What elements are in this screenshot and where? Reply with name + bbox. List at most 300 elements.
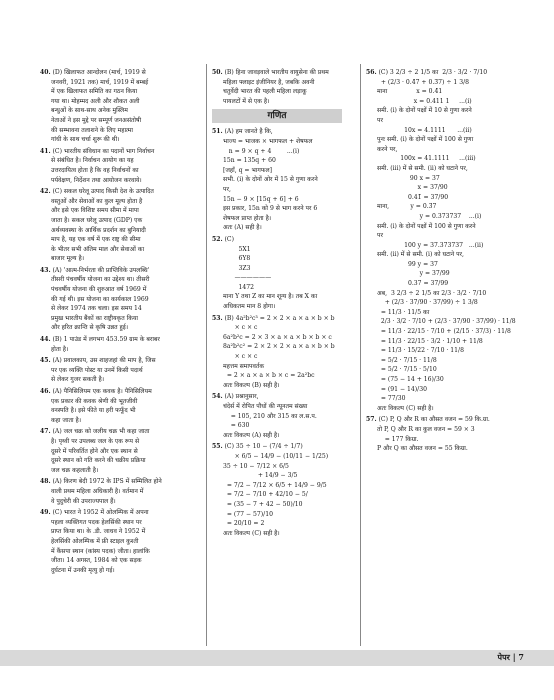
answer-text: x = 37/90	[377, 184, 448, 192]
answer-text: तीसरी पंचवर्षीय योजना का उद्देश्य था। तीसरी	[51, 276, 150, 284]
answer-line	[212, 156, 342, 166]
answer-text: शेषफल प्राप्त होता है।	[223, 214, 272, 222]
answer-line	[40, 527, 200, 537]
answer-text: चंदेर्स में रोपित पौधों की न्यूनतम संख्या	[223, 403, 308, 410]
answer-line	[212, 137, 342, 147]
answer-line	[40, 356, 200, 366]
answer-line	[40, 166, 200, 176]
answer-text: होता है।	[51, 345, 69, 353]
answers-column-3	[366, 68, 518, 456]
answer-text: अब, 3 2/3 ÷ 2 1/5 का 2/3 · 3/2 · 7/10	[377, 289, 487, 297]
answer-text: समी. (i) के दोनों पक्षों में 10 से गुणा करने	[377, 107, 472, 115]
answer-text: गांधी के साथ चर्चा शुरू की थी।	[51, 136, 120, 144]
answer-line	[212, 204, 342, 214]
answer-line	[366, 394, 518, 404]
question-number: 56.	[366, 69, 377, 76]
answer-line	[366, 97, 518, 107]
answer-line	[40, 206, 200, 216]
answer-text: अतः विकल्प (C) सही है।	[223, 529, 280, 537]
question-number: 41.	[40, 147, 51, 155]
answer-line	[212, 510, 342, 520]
answer-line	[366, 425, 518, 435]
answer-text: पर एक व्यक्ति पोस्ट या उनमें किसी पदार्थ	[51, 366, 143, 374]
answer-line	[40, 366, 200, 376]
answer-line	[366, 154, 518, 164]
answer-text: बाजार मूल्य है।	[51, 255, 85, 263]
answer-line	[366, 222, 518, 232]
answer-text: 100 y = 37.373737 ...(ii)	[377, 241, 484, 249]
answer-line	[366, 174, 518, 184]
answer-line	[366, 356, 518, 366]
answer-line	[40, 245, 200, 255]
answer-line	[366, 308, 518, 318]
answer-line	[40, 466, 200, 476]
answer-text: में कैंसपा स्थान (कांस्य पदक) जीता। हालांकि	[51, 547, 150, 555]
answer-line	[366, 337, 518, 347]
answer-line	[366, 183, 518, 193]
answer-text: जीता। 14 अगस्त, 1984 को एक सड़क	[51, 557, 142, 565]
answer-line	[40, 116, 200, 126]
answer-list	[212, 127, 342, 538]
answer-line	[40, 156, 200, 166]
answer-block	[366, 415, 518, 453]
question-number: 46.	[40, 388, 51, 395]
question-number: 50.	[212, 69, 223, 76]
answer-text: P और Q का औसत वजन = 55 किग्रा.	[377, 445, 468, 453]
answer-line	[366, 289, 518, 299]
answer-line	[212, 302, 342, 312]
answers-column-2	[212, 68, 342, 540]
answer-line	[40, 508, 200, 518]
answer-text: x = 0.411 1 ...(i)	[377, 97, 472, 105]
answer-text: वे पुदुचेरी की उपराज्यपाल हैं।	[51, 497, 116, 505]
answer-text: = (91 − 14)/30	[377, 385, 427, 393]
column-rule	[360, 64, 361, 646]
answer-block	[40, 387, 200, 425]
answer-line	[40, 427, 200, 437]
answer-text: की सम्भावना तलाशने के लिए महात्मा	[51, 126, 133, 134]
answer-text: वाली प्रथम महिला अधिकारी है। वर्तमान में	[51, 487, 144, 495]
answer-text: = (77 − 57)/10	[223, 510, 273, 518]
answer-text: 90 x = 37	[377, 174, 440, 182]
answer-text: = 11/3 · 11/5 का	[377, 308, 430, 316]
answer-text: पर,	[223, 185, 231, 193]
answer-line	[40, 387, 200, 397]
answer-line	[366, 327, 518, 337]
answer-text: (C)	[224, 235, 234, 243]
answer-line	[212, 421, 342, 431]
answer-text: = 2 × a × a × b × c = 2a²bc	[223, 372, 315, 380]
answer-line	[212, 175, 342, 185]
answer-line	[212, 402, 342, 412]
answer-block	[212, 68, 342, 106]
answer-text: = 105, 210 और 315 का ल.स.प.	[223, 412, 317, 420]
answer-text: (C) P, Q और R का औसत वजन = 59 कि.ग्रा.	[378, 416, 490, 424]
answer-text: और इसे एक विशिष्ट समय सीमा में मापा	[51, 207, 139, 215]
answer-line	[366, 241, 518, 251]
answer-text: जनवरी, 1921 तक) मार्च, 1919 में बम्बई	[51, 78, 149, 86]
answer-line	[40, 87, 200, 97]
answer-text: माना x = 0.4̄1	[377, 88, 443, 96]
answer-text: = 7/2 − 7/10 + 42/10 − 5/	[223, 491, 308, 499]
answer-text: = 5/2 · 7/15 · 11/8	[377, 356, 437, 364]
answer-line	[40, 566, 200, 576]
answer-line	[366, 116, 518, 126]
question-number: 43.	[40, 266, 51, 274]
answer-line	[212, 314, 342, 324]
answer-text: 100x = 41.1111 ...(iii)	[377, 155, 476, 163]
answer-text: 6Y8	[223, 255, 251, 263]
question-number: 47.	[40, 428, 51, 436]
answer-block	[366, 68, 518, 413]
answer-line	[366, 231, 518, 241]
answer-block	[40, 335, 200, 354]
answer-line	[40, 477, 200, 487]
answer-text: भाज्य = भाजक × भागफल + शेषफल	[223, 137, 313, 145]
answer-block	[40, 68, 200, 145]
answer-text: (D) खिलाफत आन्दोलन (मार्च, 1919 से	[52, 69, 146, 76]
answer-line	[212, 87, 342, 97]
answer-line	[40, 197, 200, 207]
answer-text: 6a²b²c = 2 × 3 × a × a × b × b × c	[223, 333, 332, 341]
answer-line	[366, 135, 518, 145]
answer-text: बन्धुओं के साथ-साथ अनेक मुस्लिम	[51, 107, 128, 115]
answer-text: + (2/3 · 37/90 · 37/99) ÷ 1 3/8	[377, 299, 478, 307]
answer-text: गया था। मोहम्मद अली और शौकत अली	[51, 97, 140, 105]
answer-line	[40, 216, 200, 226]
answer-text: (A) प्रश्नानुसार,	[224, 393, 259, 401]
answer-line	[40, 447, 200, 457]
answer-line	[40, 335, 200, 345]
page-number: 7	[518, 652, 524, 662]
answer-line	[212, 195, 342, 205]
answer-text: माप है, यह एक वर्ष में एक राष्ट्र की सीमा	[51, 236, 141, 244]
answer-block	[212, 235, 342, 312]
answer-line	[40, 78, 200, 88]
answer-line	[212, 254, 342, 264]
answer-line	[366, 269, 518, 279]
answer-line	[212, 392, 342, 402]
answer-text: उत्तरदायित्व होता है कि वह निर्वाचनों का	[51, 166, 139, 174]
answer-text: अतः (A) सही है।	[223, 224, 262, 232]
answer-line	[366, 298, 518, 308]
answer-line	[212, 362, 342, 372]
answers-column-1	[40, 68, 200, 577]
answer-line	[40, 254, 200, 264]
answer-line	[212, 264, 342, 274]
question-number: 53.	[212, 314, 223, 322]
answer-block	[40, 477, 200, 506]
answer-text: (A) हम जानते है कि,	[224, 128, 273, 136]
answer-line	[366, 365, 518, 375]
answer-text: (C) भारत ने 1952 में ओलम्पिक में अपना	[52, 509, 149, 517]
answer-text: सभी. (i) के दोनों ओर में 15 से गुणा करने	[223, 176, 318, 184]
question-number: 45.	[40, 357, 51, 365]
answer-line	[212, 490, 342, 500]
answer-text: वस्तुओं और सेवाओं का कुल मूल्य होता है	[51, 197, 143, 205]
answer-line	[366, 68, 518, 78]
answer-text: = 11/3 · 22/15 · 3/2 · 1/10 + 11/8	[377, 337, 483, 345]
answer-line	[366, 415, 518, 425]
answer-block	[212, 127, 342, 233]
answer-line	[40, 147, 200, 157]
answer-text: = 11/3 · 22/15 · 7/10 + (2/15 · 37/3) · 11/8	[377, 328, 511, 336]
answer-text: से लेकर 1974 तक चला। इस समय 14	[51, 305, 142, 313]
answer-line	[366, 212, 518, 222]
answer-text: 0.37̄ = 37/99	[377, 280, 449, 288]
answer-line	[212, 431, 342, 441]
answer-block	[40, 266, 200, 333]
answer-line	[212, 452, 342, 462]
answer-text: × 6/5 − 14/9 − (10/11 − 1/25)	[223, 452, 329, 460]
answer-text: = (35 − 7 + 42 − 50)/10	[223, 500, 303, 508]
answer-line	[212, 323, 342, 333]
answer-text: दूसरे में परिवर्तित होने और एक स्थान से	[51, 447, 138, 455]
answer-block	[212, 442, 342, 538]
answer-text: पुनः समी. (i) के दोनों पक्षों में 100 से गुणा	[377, 136, 474, 144]
section-title: गणित	[212, 109, 342, 123]
answer-text: वनस्पति है। इसे फीते या हरी फफूँद भी	[51, 407, 136, 415]
page-footer	[498, 652, 524, 663]
answer-text: (A) प्रवालकाय, उस शाहजहां की माप है, जिस	[52, 357, 156, 365]
answer-text: इस प्रकार, 15n को 9 से भाग करने पर 6	[223, 205, 318, 213]
answer-line	[212, 442, 342, 452]
answer-text: ——————	[223, 274, 272, 282]
answer-text: (A) 'आत्म-निर्भरता की प्राप्तिविके उपलब्धि'	[52, 266, 150, 274]
question-number: 51.	[212, 128, 223, 136]
answer-line	[40, 537, 200, 547]
answer-line	[212, 273, 342, 283]
answer-line	[40, 547, 200, 557]
answer-text: = (75 − 14 + 16)/30	[377, 376, 444, 383]
answer-line	[212, 342, 342, 352]
answer-text: पायलटों में से एक है।	[223, 97, 270, 105]
answer-block	[40, 427, 200, 475]
answer-text: अतः विकल्प (B) सही है।	[223, 381, 280, 389]
page-footer-band	[0, 650, 554, 666]
answer-text: माना Y तथा Z का मान शून्य है। तब X का	[223, 293, 318, 301]
answer-block	[40, 187, 200, 264]
answer-line	[366, 78, 518, 88]
answer-text: जाता है। सकल घरेलू उत्पाद (GDP) एक	[51, 216, 143, 224]
question-number: 54.	[212, 393, 223, 401]
answer-block	[212, 68, 342, 106]
answer-text: महत्तम समापवर्तक	[223, 362, 265, 370]
answer-text: प्राप्त किया था। के .डी. जाधव ने 1952 में	[51, 528, 146, 536]
answer-text: दुर्घटना में उनकी मृत्यु हो गई।	[51, 566, 115, 574]
answer-line	[40, 235, 200, 245]
answer-line	[40, 304, 200, 314]
question-number: 52.	[212, 235, 223, 243]
answer-text: (A) जल चक्र को जलीय चक्र भी कहा जाता	[52, 428, 150, 436]
answer-line	[366, 375, 518, 385]
answer-text: = 7/2 − 7/12 × 6/5 + 14/9 − 9/5	[223, 481, 327, 489]
answer-text: y = 37/99	[377, 270, 450, 278]
question-number: 40.	[40, 69, 51, 76]
answer-line	[366, 435, 518, 445]
answer-line	[212, 500, 342, 510]
answer-line	[212, 185, 342, 195]
answer-text: 15n − 9 × [15q + 6] + 6	[223, 195, 299, 203]
answer-line	[40, 314, 200, 324]
answer-line	[212, 412, 342, 422]
answer-line	[212, 283, 342, 293]
answer-line	[212, 292, 342, 302]
answer-text: 10x = 4.1111 ...(ii)	[377, 126, 472, 134]
answer-text: पर्यवेक्षण, निर्देशन तथा आयोजन करवाये।	[51, 176, 142, 184]
column-rule	[206, 64, 207, 646]
answer-line	[212, 147, 342, 157]
answer-text: पंचवर्षीय योजना की शुरुआत वर्ष 1969 में	[51, 286, 147, 294]
answer-line	[212, 127, 342, 137]
answer-line	[212, 471, 342, 481]
answer-line	[212, 245, 342, 255]
answer-text: से लेकर गुजर सकती है।	[51, 376, 105, 384]
answer-text: (B) 4a²b²c³ = 2 × 2 × a × a × b × b	[224, 314, 335, 322]
answer-line	[366, 279, 518, 289]
question-number: 42.	[40, 188, 51, 196]
answer-line	[212, 68, 342, 78]
answer-text: अतः विकल्प (A) सही है।	[223, 431, 280, 439]
answer-line	[212, 166, 342, 176]
answer-line	[212, 519, 342, 529]
answer-line	[40, 497, 200, 507]
answer-text: समी. (ii) में से समी. (i) को घटाने पर,	[377, 251, 464, 259]
answer-text: में एक खिलाफत समिति का गठन किया	[51, 88, 138, 96]
answer-line	[40, 416, 200, 426]
answer-text: (C) भारतीय संविधान का पदानों भाग निर्वाचन	[52, 147, 155, 155]
answer-text: 1472	[223, 283, 255, 291]
answer-text: और हरित क्रान्ति से कृषि उन्नत हुई।	[51, 324, 129, 332]
answer-line	[40, 323, 200, 333]
answer-line	[366, 385, 518, 395]
answer-text: 5X1	[223, 245, 251, 253]
answer-text: n = 9 × q + 4 ...(i)	[223, 147, 300, 155]
answer-block	[40, 147, 200, 185]
answer-text: की गई थी। इस योजना का कार्यकाल 1969	[51, 295, 149, 303]
answer-line	[212, 235, 342, 245]
answer-block	[212, 392, 342, 440]
answer-text: महिला फ्लाइट इंजीनियर है, जबकि अवनी	[223, 78, 315, 86]
answer-text: y = 0.373737 ...(i)	[377, 212, 482, 220]
answer-line	[212, 381, 342, 391]
answer-line	[40, 556, 200, 566]
answer-text: पर	[377, 232, 383, 240]
question-number: 57.	[366, 416, 377, 424]
answer-line	[40, 266, 200, 276]
answer-text: नेताओं ने इस मुद्दे पर सम्पूर्ण जनअसंतोषी	[51, 116, 142, 124]
answer-line	[366, 346, 518, 356]
answer-block	[40, 508, 200, 575]
answer-text: = 177 किग्रा.	[377, 435, 419, 443]
answer-line	[40, 397, 200, 407]
answer-text: पहला व्यक्तिगत पदक हेलसिंकी स्थान पर	[51, 518, 142, 526]
answer-line	[212, 333, 342, 343]
answer-line	[212, 214, 342, 224]
answer-line	[40, 285, 200, 295]
answer-text: हेलसिंकी ओलम्पिक में फ्री स्टाइल कुश्ती	[51, 537, 139, 545]
answer-text: तो P, Q और R का कुल वजन = 59 × 3	[377, 425, 475, 433]
answer-text: अधिकतम मान 8 होगा।	[223, 303, 276, 311]
footer-separator: |	[512, 652, 516, 662]
answer-line	[40, 106, 200, 116]
answer-line	[366, 317, 518, 327]
answer-line	[212, 462, 342, 472]
answer-text: = 5/2 · 7/15 · 5/10	[377, 366, 437, 374]
answer-line	[40, 345, 200, 355]
answer-text: (A) पैनिसिलियम एक कवक है। पैनिसिलियम	[52, 388, 152, 395]
answer-line	[40, 68, 200, 78]
answer-line	[40, 226, 200, 236]
answer-line	[366, 126, 518, 136]
question-number: 44.	[40, 336, 51, 344]
answer-line	[212, 97, 342, 107]
answer-line	[366, 193, 518, 203]
answer-text: अर्थव्यवस्था के आर्थिक प्रदर्शन का बुनियादी	[51, 226, 146, 234]
answer-line	[366, 250, 518, 260]
answer-text: 99 y = 37	[377, 260, 438, 268]
answer-line	[40, 487, 200, 497]
answer-line	[40, 456, 200, 466]
answer-line	[40, 135, 200, 145]
answer-line	[212, 223, 342, 233]
answer-text: माना, y = 0.3̄7	[377, 203, 437, 211]
answer-block	[212, 314, 342, 391]
answer-line	[40, 187, 200, 197]
answer-line	[212, 78, 342, 88]
answer-text: + (2/3 · 0.4̄7 + 0.3̄7) ÷ 1 3/8	[377, 78, 470, 86]
answer-text: × c × c	[223, 324, 258, 332]
answer-line	[366, 202, 518, 212]
answer-line	[40, 437, 200, 447]
answer-text: जल चक्र कहलाती है।	[51, 466, 99, 474]
answer-text: प्रमुख भारतीय बैंकों का राष्ट्रीयकृत किया	[51, 314, 138, 322]
answer-text: = 20/10 = 2	[223, 520, 265, 528]
answer-text: 35 ÷ 10 − 7/12 × 6/5	[223, 462, 289, 470]
answer-text: 0.41̄ = 37/90	[377, 193, 449, 201]
answer-text: समी. (iii) में से समी. (ii) को घटाने पर,	[377, 164, 468, 172]
answer-text: 2/3 · 3/2 · 7/10 + (2/3 · 37/90 · 37/99) · 11/8	[377, 318, 516, 326]
answer-block	[40, 356, 200, 385]
answer-text: कहा जाता है।	[51, 416, 82, 424]
answer-text: 3Z3	[223, 264, 251, 272]
answer-text: (B) हिना जावड़वाले भारतीय वायुसेना की प्रथम	[224, 69, 329, 76]
answer-line	[366, 164, 518, 174]
answer-text: = 77/30	[377, 395, 406, 403]
answer-text: अतः विकल्प (C) सही है।	[377, 404, 434, 412]
answer-line	[366, 145, 518, 155]
answer-text: दूसरे स्थान को गति करने की चक्रीय प्रक्रिया	[51, 457, 146, 465]
answer-text: [जहाँ, q = भागफल]	[223, 166, 272, 174]
answer-line	[40, 295, 200, 305]
answer-line	[212, 481, 342, 491]
answer-line	[40, 275, 200, 285]
answer-text: है। पृथ्वी पर उपलब्ध जल के एक रूप से	[51, 437, 140, 445]
answer-text: = 11/3 · 15/22 · 7/10 · 11/8	[377, 347, 464, 355]
answer-text: चतुर्वेदी भारत की पहली महिला लड़ाकू	[223, 88, 307, 96]
answer-line	[366, 106, 518, 116]
answer-text: + 14/9 − 3/5	[223, 472, 298, 480]
answer-text: से संबंधित है। निर्वाचन आयोग का यह	[51, 157, 134, 165]
answer-line	[212, 371, 342, 381]
answer-line	[40, 518, 200, 528]
answer-text: पर	[377, 116, 383, 124]
answer-line	[366, 260, 518, 270]
answer-text: के भीतर सभी अंतिम माल और सेवाओं का	[51, 245, 145, 253]
answer-line	[212, 352, 342, 362]
answer-line	[40, 375, 200, 385]
answer-line	[40, 126, 200, 136]
